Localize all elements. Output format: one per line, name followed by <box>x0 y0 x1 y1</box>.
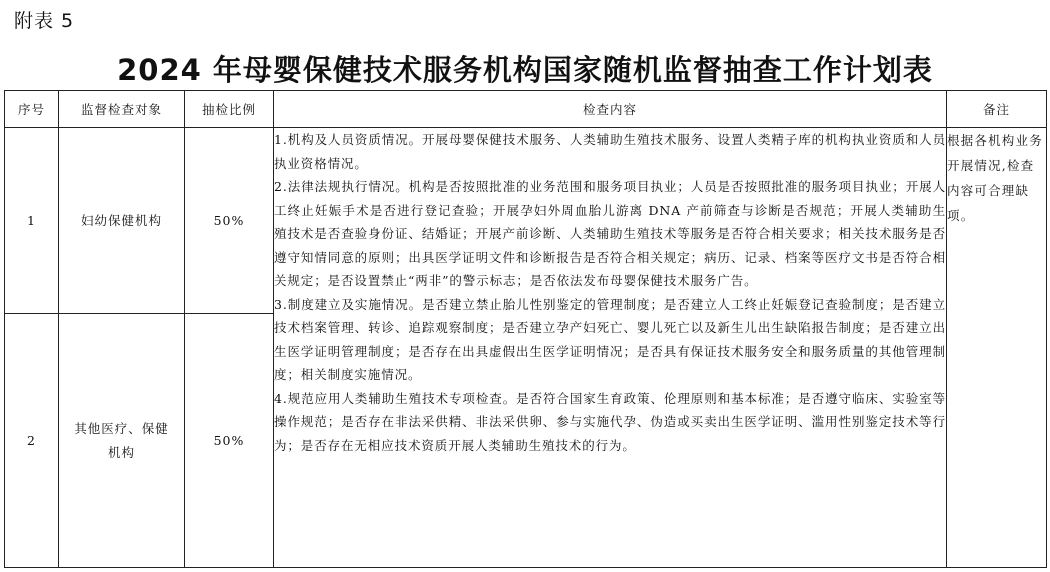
content-item-4: 4.规范应用人类辅助生殖技术专项检查。是否符合国家生育政策、伦理原则和基本标准；是否遵守临床、实验室等操作规范；是否存在非法采供精、非法采供卵、参与实施代孕、伪造或买卖出生医学证明、滥用性别鉴定技术等行为；是否存在无相应技术资质开展人类辅助生殖技术的行为。 <box>274 390 946 453</box>
inspection-plan-table <box>4 90 1047 568</box>
sampling-ratio: 50% <box>185 128 274 314</box>
inspection-content <box>274 128 947 568</box>
column-header-note: 备注 <box>947 91 1047 128</box>
inspection-object: 其他医疗、保健机构 <box>59 314 185 568</box>
sampling-ratio: 50% <box>185 314 274 568</box>
content-item-1: 1.机构及人员资质情况。开展母婴保健技术服务、人类辅助生殖技术服务、设置人类精子库的机构执业资质和人员执业资格情况。 <box>274 132 946 171</box>
column-header-object: 监督检查对象 <box>59 91 185 128</box>
table-header-row <box>5 91 1047 128</box>
column-header-content: 检查内容 <box>274 91 947 128</box>
content-item-3: 3.制度建立及实施情况。是否建立禁止胎儿性别鉴定的管理制度；是否建立人工终止妊娠登记查验制度；是否建立技术档案管理、转诊、追踪观察制度；是否建立孕产妇死亡、婴儿死亡以及新生儿出生缺陷报告制度；是否建立出生医学证明管理制度；是否存在出具虚假出生医学证明情况；是否具有保证技术服务安全和服务质量的其他管理制度；相关制度实施情况。 <box>274 296 946 382</box>
row-number: 2 <box>5 314 59 568</box>
content-item-2: 2.法律法规执行情况。机构是否按照批准的业务范围和服务项目执业；人员是否按照批准的服务项目执业；开展人工终止妊娠手术是否进行登记查验；开展孕妇外周血胎儿游离 DNA 产前筛查与诊断是否规范；开展人类辅助生殖技术是否查验身份证、结婚证；开展产前诊断、人类辅助生殖技术等服务是否符合相关要求；相关技术服务是否遵守知情同意的原则；出具医学证明文件和诊断报告是否符合相关规定；病历、记录、档案等医疗文书是否符合相关规定；是否设置禁止“两非”的警示标志；是否依法发布母婴保健技术服务广告。 <box>274 179 946 288</box>
appendix-label: 附表 5 <box>14 10 75 32</box>
inspection-object: 妇幼保健机构 <box>59 128 185 314</box>
table-row <box>5 128 1047 314</box>
column-header-ratio: 抽检比例 <box>185 91 274 128</box>
row-number: 1 <box>5 128 59 314</box>
remarks: 根据各机构业务开展情况,检查内容可合理缺项。 <box>947 128 1047 568</box>
column-header-no: 序号 <box>5 91 59 128</box>
page-title: 2024 年母婴保健技术服务机构国家随机监督抽查工作计划表 <box>117 53 933 87</box>
